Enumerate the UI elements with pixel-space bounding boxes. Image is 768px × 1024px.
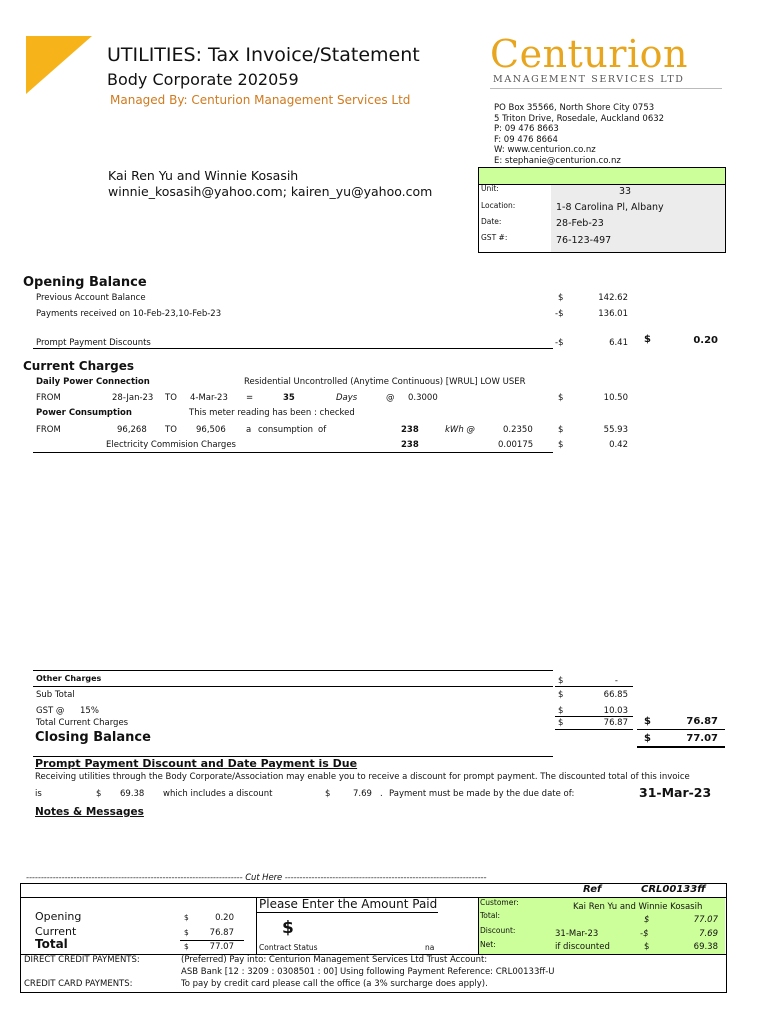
contract-status-label: Contract Status — [259, 943, 318, 952]
includes-discount-text: which includes a discount — [163, 789, 273, 799]
contract-status-value: na — [425, 943, 435, 952]
slip-total-currency: $ — [184, 942, 189, 951]
daily-rate: 0.3000 — [408, 393, 438, 403]
due-date: 31-Mar-23 — [639, 785, 712, 800]
kwh-label: kWh @ — [445, 425, 475, 435]
slip-opening-amount: 0.20 — [215, 913, 234, 923]
body-corporate: Body Corporate 202059 — [107, 70, 299, 89]
payments-received-label: Payments received on 10-Feb-23,10-Feb-23 — [36, 309, 222, 319]
amount-paid-label: Please Enter the Amount Paid — [259, 897, 438, 911]
prompt-payment-heading: Prompt Payment Discount and Date Payment is Due — [35, 757, 358, 770]
from-label: FROM — [36, 425, 61, 435]
divider — [256, 912, 438, 913]
previous-balance-currency: $ — [558, 293, 564, 303]
kwh-used: 238 — [401, 425, 419, 435]
closing-amount: 77.07 — [686, 733, 718, 744]
gst-label: GST @ — [36, 706, 65, 716]
prompt-currency-1: $ — [96, 789, 102, 799]
direct-credit-line-1: (Preferred) Pay into: Centurion Management Services Ltd Trust Account: — [181, 955, 488, 965]
amount-paid-input[interactable]: $ — [282, 918, 294, 938]
gst-currency: $ — [558, 706, 564, 716]
divider — [555, 729, 633, 730]
slip-current-label: Current — [35, 925, 77, 938]
from-label: FROM — [36, 393, 61, 403]
divider — [637, 729, 725, 730]
date-value: 28-Feb-23 — [556, 218, 604, 229]
customer-emails: winnie_kosasih@yahoo.com; kairen_yu@yahoo.com — [108, 184, 433, 199]
location-value: 1-8 Carolina Pl, Albany — [556, 202, 664, 213]
other-charges-amount: - — [614, 676, 618, 686]
ref-value: CRL00133ff — [641, 884, 706, 895]
kwh-amount: 55.93 — [603, 425, 628, 435]
reading-from: 96,268 — [117, 425, 147, 435]
consumption-a: a — [246, 425, 252, 435]
kwh-rate: 0.2350 — [503, 425, 533, 435]
other-charges-label: Other Charges — [36, 674, 102, 683]
logo-name: Centurion — [490, 32, 688, 76]
current-charges-heading: Current Charges — [23, 359, 135, 373]
ecc-label: Electricity Commision Charges — [106, 440, 236, 450]
unit-value: 33 — [619, 186, 632, 197]
due-date-text: Payment must be made by the due date of: — [389, 789, 575, 799]
credit-card-label: CREDIT CARD PAYMENTS: — [24, 979, 133, 989]
corner-triangle-logo — [26, 36, 92, 94]
previous-balance-label: Previous Account Balance — [36, 293, 146, 303]
slip-opening-label: Opening — [35, 910, 82, 923]
divider — [256, 897, 257, 954]
power-consumption-label: Power Consumption — [36, 408, 132, 418]
slip-summary-total-amount: 77.07 — [693, 915, 718, 925]
slip-total-amount: 77.07 — [209, 942, 234, 952]
notes-heading: Notes & Messages — [35, 806, 144, 818]
total-current-currency: $ — [558, 718, 564, 728]
slip-discount-currency: -$ — [640, 929, 649, 939]
daily-power-label: Daily Power Connection — [36, 377, 150, 387]
discounted-total: 69.38 — [120, 789, 145, 799]
total-current-total-amount: 76.87 — [686, 716, 718, 727]
logo-sub: MANAGEMENT SERVICES LTD — [493, 74, 685, 85]
previous-balance-amount: 142.62 — [598, 293, 628, 303]
divider — [555, 716, 633, 717]
divider — [33, 348, 553, 349]
prompt-is: is — [35, 789, 42, 799]
page-title: UTILITIES: Tax Invoice/Statement — [107, 44, 420, 66]
kwh-currency: $ — [558, 425, 564, 435]
prompt-currency-2: $ — [325, 789, 331, 799]
slip-customer-value: Kai Ren Yu and Winnie Kosasih — [573, 902, 703, 912]
discount-amount: 7.69 — [353, 789, 372, 799]
slip-current-currency: $ — [184, 928, 189, 937]
to-label: TO — [165, 393, 177, 403]
slip-opening-currency: $ — [184, 913, 189, 922]
opening-total-currency: $ — [644, 334, 651, 345]
to-date: 4-Mar-23 — [190, 393, 228, 403]
unit-label: Unit: — [481, 184, 499, 193]
divider — [33, 452, 553, 453]
slip-discount-date: 31-Mar-23 — [555, 929, 599, 939]
gst-number-label: GST #: — [481, 233, 508, 242]
prompt-discounts-label: Prompt Payment Discounts — [36, 338, 151, 348]
ecc-rate: 0.00175 — [498, 440, 534, 450]
days-count: 35 — [283, 393, 295, 403]
prompt-dot: . — [380, 789, 383, 799]
meter-reading-note: This meter reading has been : checked — [189, 408, 355, 418]
slip-net-amount: 69.38 — [693, 942, 718, 952]
divider — [33, 670, 553, 671]
ref-label: Ref — [583, 884, 602, 895]
prompt-payment-text: Receiving utilities through the Body Corporate/Association may enable you to receive a discount for prompt payment. The discounted total of this invoice — [35, 772, 690, 782]
prompt-discounts-amount: 6.41 — [609, 338, 628, 348]
reading-to: 96,506 — [196, 425, 226, 435]
divider — [637, 746, 725, 748]
divider — [33, 686, 553, 687]
credit-card-text: To pay by credit card please call the office (a 3% surcharge does apply). — [181, 979, 488, 989]
slip-discount-amount: 7.69 — [699, 929, 718, 939]
subtotal-amount: 66.85 — [603, 690, 628, 700]
payments-currency: -$ — [555, 309, 564, 319]
slip-total-label: Total — [35, 937, 68, 951]
total-current-amount: 76.87 — [603, 718, 628, 728]
slip-net-label: Net: — [480, 940, 496, 949]
location-label: Location: — [481, 201, 516, 210]
subtotal-currency: $ — [558, 690, 564, 700]
closing-currency: $ — [644, 733, 651, 744]
equals: = — [246, 393, 254, 403]
ecc-amount: 0.42 — [609, 440, 628, 450]
consumption-label: consumption — [258, 425, 314, 435]
slip-net-currency: $ — [644, 942, 650, 952]
customer-name: Kai Ren Yu and Winnie Kosasih — [108, 168, 299, 183]
days-label: Days — [336, 393, 358, 403]
to-label: TO — [165, 425, 177, 435]
at-symbol: @ — [386, 393, 395, 403]
ecc-kwh: 238 — [401, 440, 419, 450]
total-current-charges-label: Total Current Charges — [36, 718, 129, 728]
company-address: PO Box 35566, North Shore City 0753 5 Triton Drive, Rosedale, Auckland 0632 P: 09 476 8663 F: 09 476 8664 W: www.centurion.co.nz E: stephanie@centurion.co.nz — [494, 103, 665, 166]
slip-customer-label: Customer: — [480, 898, 519, 907]
consumption-of: of — [318, 425, 327, 435]
from-date: 28-Jan-23 — [112, 393, 154, 403]
direct-credit-line-2: ASB Bank [12 : 3209 : 0308501 : 00] Using following Payment Reference: CRL00133ff-U — [181, 967, 555, 977]
total-current-total-currency: $ — [644, 716, 651, 727]
divider — [555, 686, 633, 687]
opening-balance-heading: Opening Balance — [23, 275, 147, 290]
slip-summary-total-label: Total: — [480, 911, 501, 920]
slip-current-amount: 76.87 — [209, 928, 234, 938]
other-charges-currency: $ — [558, 676, 564, 686]
daily-amount: 10.50 — [603, 393, 628, 403]
gst-amount: 10.03 — [603, 706, 628, 716]
cut-here-line: ------------------------------------------------------------------------- Cut Here -------------------------------------------------------------------- — [26, 873, 487, 883]
daily-currency: $ — [558, 393, 564, 403]
divider — [180, 940, 244, 941]
daily-power-description: Residential Uncontrolled (Anytime Continuous) [WRUL] LOW USER — [244, 377, 526, 387]
gst-rate: 15% — [80, 706, 99, 716]
direct-credit-label: DIRECT CREDIT PAYMENTS: — [24, 955, 140, 965]
opening-total-amount: 0.20 — [693, 335, 718, 346]
ecc-currency: $ — [558, 440, 564, 450]
centurion-logo — [490, 32, 722, 90]
slip-net-text: if discounted — [555, 942, 610, 952]
payments-amount: 136.01 — [598, 309, 628, 319]
date-label: Date: — [481, 217, 502, 226]
prompt-discounts-currency: -$ — [555, 338, 564, 348]
managed-by: Managed By: Centurion Management Services Ltd — [110, 93, 411, 107]
slip-summary-total-currency: $ — [644, 915, 650, 925]
closing-balance-label: Closing Balance — [35, 730, 151, 745]
slip-discount-label: Discount: — [480, 926, 516, 935]
subtotal-label: Sub Total — [36, 690, 75, 700]
gst-number-value: 76-123-497 — [556, 235, 612, 246]
